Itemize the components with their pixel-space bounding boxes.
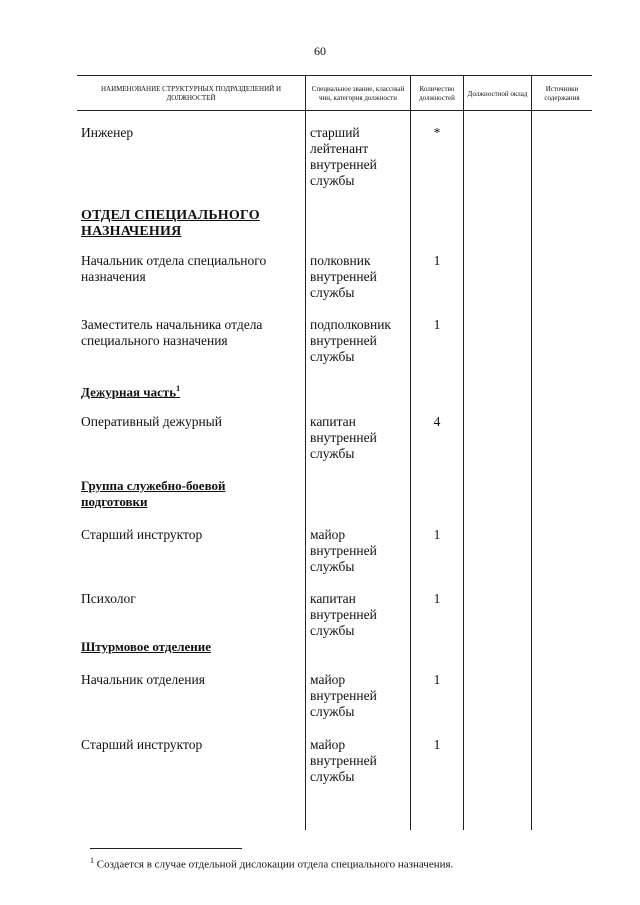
section-heading-text: Дежурная часть: [81, 384, 177, 400]
position-rank: подполковник внутренней службы: [310, 317, 391, 364]
position-count: 1: [433, 591, 441, 606]
position-name: Старший инструктор: [81, 527, 203, 542]
header-name: НАИМЕНОВАНИЕ СТРУКТУРНЫХ ПОДРАЗДЕЛЕНИЙ И ДОЛЖНОСТЕЙ: [100, 85, 282, 102]
position-rank: майор внутренней службы: [310, 672, 377, 719]
footnote-text: Создается в случае отдельной дислокации отдела специального назначения.: [96, 858, 454, 871]
footnote: [90, 856, 453, 871]
position-rank: капитан внутренней службы: [310, 414, 377, 461]
header-rank: Специальное звание, классный чин, категория должности: [311, 85, 405, 102]
position-rank: майор внутренней службы: [310, 737, 377, 784]
page-number: 60: [314, 44, 326, 58]
footnote-marker: 1: [176, 384, 181, 393]
header-salary: Должностной оклад: [467, 89, 528, 98]
section-heading: ОТДЕЛ СПЕЦИАЛЬНОГО НАЗНАЧЕНИЯ: [81, 208, 260, 239]
section-heading: Группа служебно-боевой подготовки: [81, 478, 226, 509]
position-count: 1: [433, 317, 441, 332]
position-count: 1: [433, 527, 441, 542]
table-header-rule: [77, 110, 592, 111]
section-heading: [81, 381, 303, 400]
column-divider: [531, 75, 532, 830]
column-divider: [463, 75, 464, 830]
section-heading: Штурмовое отделение: [81, 639, 212, 654]
column-divider: [305, 75, 306, 830]
position-count: 4: [433, 414, 441, 429]
position-rank: старший лейтенант внутренней службы: [310, 125, 377, 188]
header-source: Источники содержания: [544, 85, 580, 102]
position-count: 1: [433, 672, 441, 687]
footnote-mark: 1: [90, 856, 94, 865]
table-top-rule: [77, 75, 592, 76]
position-name: Психолог: [81, 591, 136, 606]
position-count: 1: [433, 253, 441, 268]
header-count: Количество должностей: [419, 85, 455, 102]
position-name: Начальник отделения: [81, 672, 205, 687]
position-count: 1: [433, 737, 441, 752]
position-name: Заместитель начальника отдела специального назначения: [81, 317, 263, 348]
position-rank: полковник внутренней службы: [310, 253, 377, 300]
position-rank: капитан внутренней службы: [310, 591, 377, 638]
position-name: Инженер: [81, 125, 134, 140]
column-divider: [410, 75, 411, 830]
position-name: Оперативный дежурный: [81, 414, 222, 429]
position-rank: майор внутренней службы: [310, 527, 377, 574]
position-count: *: [433, 125, 441, 140]
position-name: Старший инструктор: [81, 737, 203, 752]
position-name: Начальник отдела специального назначения: [81, 253, 267, 284]
footnote-rule: [90, 848, 242, 849]
